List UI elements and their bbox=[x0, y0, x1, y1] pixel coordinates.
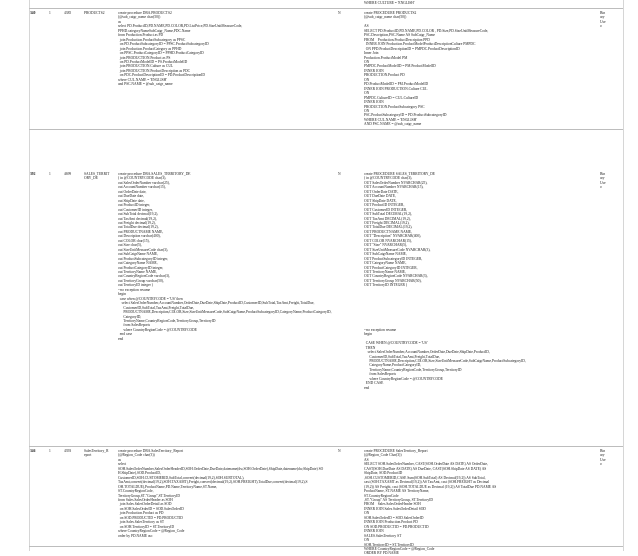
sql-line: ON bbox=[364, 108, 370, 113]
procedure-name: SalesTerritory_R eport bbox=[84, 449, 109, 458]
sql-line: ON bbox=[364, 59, 370, 64]
sql-line: join PRODUCTION.ProductDescription as PDC bbox=[118, 68, 191, 73]
status-line: Use bbox=[600, 19, 606, 24]
sql-line: out Description varchar(400), bbox=[118, 234, 161, 239]
sql-line: TerritoryName,CountryRegionCode,TerritoryGroup,TerritoryID bbox=[118, 318, 216, 323]
sql-line: OUT TerritoryID INTEGER ) bbox=[364, 283, 408, 288]
sql-line: on PD.ProductModelID = PS.ProductModelID bbox=[118, 59, 188, 64]
sql-line: OH.TOTALDUE),ProductName,PD.Name,TerritoryName,ST.Name, bbox=[118, 484, 218, 489]
status-line: Bin bbox=[600, 11, 606, 15]
sql-line: OUT AccountNumber NVARCHAR(15), bbox=[364, 185, 424, 190]
sql-line: out SubTotal decimal(19,2), bbox=[118, 212, 159, 217]
sql-line: OUT SubTotal DECIMAL(19,2), bbox=[364, 212, 412, 217]
sql-line: CategoryName,ProductCategoryID, bbox=[364, 363, 422, 368]
sql-line: END CASE bbox=[364, 381, 384, 386]
sql-line: THEN bbox=[364, 345, 376, 350]
status-column bbox=[600, 449, 620, 467]
flag: N bbox=[338, 449, 341, 453]
sql-line: ( in @COUNTRYCODE char(3), bbox=[118, 176, 167, 181]
sql-line: out SalesOrderNumber varchar(25), bbox=[118, 180, 170, 185]
sql-line: (19,2)) AS Freight, cast (SOH.TOTALDUE as Decimal (19,2)) AS TotalDue PD.NAME AS bbox=[364, 484, 497, 489]
sql-line: on SOH.SalesOrderID = SOD.SalesOrderID bbox=[118, 506, 184, 511]
row-divider bbox=[29, 546, 623, 547]
sql-line: select bbox=[118, 462, 127, 467]
sql-line: on PPSC.ProductCategoryID = PPHD.ProductCategoryID bbox=[118, 51, 204, 56]
sql-line: out CategoryName NAME, bbox=[118, 261, 158, 266]
sql-line: end case bbox=[118, 332, 133, 337]
sql-line: begin bbox=[118, 292, 126, 297]
sql-line: out AccountNumber varchar(15), bbox=[118, 185, 166, 190]
sql-line: out COLOR char(15), bbox=[118, 238, 150, 243]
sql-line: PSC.ProductSubcategoryID = PD.ProductSubcategoryID bbox=[364, 113, 447, 118]
sql-line: from SalesReports bbox=[364, 372, 397, 377]
sql-line: select SalesOrderNumber,AccountNumber,OrderDate,DueDate,ShipDate,ProductID, bbox=[364, 350, 490, 355]
sql-line: ,SOH.CUSTOMERID,CASE Sum(SOH.SubTotal) AS Decimal(19,2)) AS SubTotal, bbox=[364, 475, 486, 480]
sql-line: out TerritoryName NAME, bbox=[118, 269, 158, 274]
sql-line: ON bbox=[364, 91, 370, 96]
sql-line: CategoryID, bbox=[118, 314, 142, 319]
sql-line: INNER JOIN bbox=[364, 68, 384, 73]
sql-line: Production.ProductModel PM bbox=[364, 55, 408, 60]
sql-line: WHERE CULTURE = 'ENGLISH' bbox=[364, 1, 415, 5]
sql-line: OUT ProductSubcategoryID INTEGER, bbox=[364, 256, 423, 261]
sql-line: OUT "Size" NVARCHAR(5), bbox=[364, 243, 408, 248]
sql-line: ON bbox=[364, 77, 370, 82]
sql-line: (@Region_Code char(3)) bbox=[118, 453, 155, 458]
sql-source-column bbox=[118, 449, 358, 538]
sql-line: INNER JOIN Sales.SalesOrderDetail SOD bbox=[364, 506, 426, 511]
sql-line: ST.CountryRegionCode bbox=[364, 493, 399, 498]
status-line: Bin bbox=[600, 172, 606, 176]
sql-line: create PROCEDURE SalesTerritory_Report bbox=[364, 449, 428, 453]
sql-line: out TerritoryGroup varchar(50), bbox=[118, 278, 164, 283]
sql-line: TerritoryName,CountryRegionCode,TerritoryGroup,TerritoryID bbox=[364, 367, 462, 372]
sql-line: SOH.SalesOrderID = SOD.SalesOrderID bbox=[364, 515, 424, 520]
sql-line: join PRODUCTION.Product as PS bbox=[118, 55, 171, 60]
sql-line: create procedure DBA.PRODUCTS2 bbox=[118, 11, 172, 15]
sql-line: out DueDate date, bbox=[118, 194, 145, 199]
sql-target-column bbox=[364, 172, 596, 390]
sql-line: out OrderDate date, bbox=[118, 189, 147, 194]
sql-line: --no exception resume bbox=[118, 287, 151, 292]
sql-source-column bbox=[118, 172, 358, 341]
sql-line: ,ST."Group" AS TerritoryGroup, ST.TerritoryID bbox=[364, 497, 434, 502]
sql-line: PRODUCTION.ProductSubcategory PSC bbox=[364, 104, 425, 109]
sql-line: INNER JOIN bbox=[364, 529, 384, 534]
sql-line: end bbox=[364, 385, 370, 390]
sql-line: PMPDC.ProductModelID = PM.ProductModelID bbox=[364, 64, 436, 69]
sql-line: out TotalDue decimal(19,2), bbox=[118, 225, 159, 230]
sql-line: out CustomerID integer, bbox=[118, 207, 153, 212]
sql-line: where CountryRegionCode = @COUNTRYCODE bbox=[118, 327, 197, 332]
sql-target-column bbox=[364, 11, 596, 127]
object-id: 4385 bbox=[64, 11, 72, 15]
sql-line: SOH.TerritoryID = ST.TerritoryID bbox=[364, 542, 414, 547]
sql-line: OUT SalesOrderNumber NVARCHAR(25), bbox=[364, 180, 428, 185]
sql-line: OUT OrderDate DATE, bbox=[364, 189, 399, 194]
sql-line: out ProductSubcategoryID integer, bbox=[118, 256, 169, 261]
sql-line: cast (SOH.TAXAMT as Decimal(19,2)) AS TaxAmt, cast (SOH.FREIGHT as Decimal bbox=[364, 480, 490, 485]
sql-line: order by PD.NAME asc bbox=[118, 533, 153, 538]
sql-line: join PRODUCTION.Culture as CUL bbox=[118, 64, 174, 69]
sql-source-column bbox=[118, 11, 358, 87]
sql-line: ProductName, ST.NAME AS TerritoryName, bbox=[364, 489, 430, 494]
sql-line: from Sales.SalesOrderHeader as SOH bbox=[118, 497, 173, 502]
sql-line: out CountryRegionCode varchar(3), bbox=[118, 274, 170, 279]
sql-line: out ProductID integer, bbox=[118, 203, 151, 208]
sql-line: CASE WHEN @COUNTRYCODE = 'US' bbox=[364, 341, 428, 346]
sql-line: ON PPD.ProductDescriptionID = PMPDC.ProductDescriptionID bbox=[364, 46, 460, 51]
sql-line: PRODUCTNAME,Description,COLOR,Size,SizeUnitMeasureCode,SubCatgrName,ProductSubcategoryID, bbox=[364, 359, 526, 364]
sql-line: end bbox=[118, 336, 124, 341]
sql-line: create procedure DBA.SalesTerritory_Report bbox=[118, 449, 184, 453]
sql-line: where CUL.NAME = 'ENGLISH' bbox=[118, 77, 167, 82]
sql-line: OUT ProductCategoryID INTEGER, bbox=[364, 265, 418, 270]
sql-line: OUT TaxAmt DECIMAL(19,2), bbox=[364, 216, 411, 221]
sql-line: join Sales.SalesTerritory as ST bbox=[118, 520, 165, 525]
sql-line: OUT Freight DECIMAL(19,2), bbox=[364, 220, 410, 225]
sql-line: INNER JOIN bbox=[364, 100, 384, 105]
sql-line: as bbox=[118, 457, 121, 462]
row-divider bbox=[29, 8, 623, 9]
sql-line: OUT SizeUnitMeasureCode NVARCHAR(3), bbox=[364, 247, 431, 252]
sql-line: ON bbox=[364, 538, 370, 543]
sql-line: ST.CountryRegionCode, bbox=[118, 489, 154, 494]
status-line: ary bbox=[600, 453, 605, 458]
sql-line: AS bbox=[364, 24, 369, 29]
sql-line: OUT CustomerID INTEGER, bbox=[364, 207, 408, 212]
sql-line: from SalesReports bbox=[118, 323, 151, 328]
sql-line: OUT PRODUCTNAME NAME, bbox=[364, 229, 412, 234]
sql-line: on PDC.ProductDescriptionID = PD.ProductDescriptionID bbox=[118, 73, 205, 78]
sql-line: from Production.Product as PD bbox=[118, 33, 164, 38]
status-column bbox=[600, 172, 620, 190]
sql-line: out ProductCategoryID integer, bbox=[118, 265, 164, 270]
sql-line: OUT ProductID INTEGER, bbox=[364, 203, 405, 208]
status-line: ary bbox=[600, 176, 605, 181]
flag: N bbox=[338, 11, 341, 15]
sql-line: ShipDate, SOD.ProductID bbox=[364, 471, 403, 476]
sql-line: out Size char(5), bbox=[118, 243, 142, 248]
sql-line: where CountryRegionCode = @Region_Code bbox=[118, 529, 185, 534]
sql-line: INNER JOIN Production.Product PD bbox=[364, 520, 418, 525]
sql-line: PSC.Description,PSC.Name AS SubCatgr_Name bbox=[364, 33, 435, 38]
sql-line: out SubCatgrName NAME, bbox=[118, 252, 159, 257]
status-line: o bbox=[600, 24, 602, 29]
sql-line: on SOH.TerritoryID = ST.TerritoryID bbox=[118, 524, 175, 529]
sql-line: PPHD.categoryNameSubCatgr_Name,PDC.Name bbox=[118, 28, 191, 33]
row-id: 392 bbox=[30, 172, 36, 176]
sql-line: CustomerID,SOH.CUSTOMERID,SubTotal,convert(decimal(19,2),SOH.SUBTOTAL), bbox=[118, 475, 245, 480]
sql-line: create PROCEDURE PRODUCTS2 bbox=[364, 11, 417, 15]
sql-line: OUT COLOR NVARCHAR(15), bbox=[364, 238, 412, 243]
sql-line: --no exception resume bbox=[364, 327, 397, 332]
sql-line: where CountryRegionCode = @COUNTRYCODE bbox=[364, 376, 443, 381]
procedure-name: PRODUCTS2 bbox=[84, 11, 105, 15]
sql-line: OUT CategoryName NAME, bbox=[364, 261, 407, 266]
sql-line: on PD.ProductSubcategoryID = PPSC.ProductSubcategoryID bbox=[118, 42, 209, 47]
sql-line: WHERE CountryRegionCode = @Region_Code bbox=[364, 546, 435, 551]
status-line: ary bbox=[600, 15, 605, 20]
sql-line: WHERE CUL.NAME = 'ENGLISH' bbox=[364, 117, 417, 122]
sql-line: out SizeUnitMeasureCode char(3), bbox=[118, 247, 169, 252]
status-line: Bin bbox=[600, 449, 606, 453]
sql-line: PMPDC.CultureID = CUL.CultureID bbox=[364, 95, 419, 100]
status-line: o bbox=[600, 462, 602, 467]
sql-line: OUT CountryRegionCode NVARCHAR(3), bbox=[364, 274, 428, 279]
sql-line: out PRODUCTNAME NAME, bbox=[118, 229, 164, 234]
row-divider bbox=[29, 446, 623, 447]
object-id: 4393 bbox=[64, 449, 72, 453]
sql-line: begin bbox=[364, 332, 372, 337]
sql-target-column bbox=[364, 449, 596, 556]
sql-line: out TerritoryID integer ) bbox=[118, 283, 153, 288]
status-line: Use bbox=[600, 180, 606, 185]
sql-line: join Sales.SalesOrderDetail as SOD bbox=[118, 502, 172, 507]
sql-line: out Freight decimal(19,2), bbox=[118, 220, 156, 225]
sql-line: ORDER BY PD.NAME bbox=[364, 551, 399, 556]
sql-line: FROM Sales.SalesOrderHeader SOH bbox=[364, 502, 421, 507]
sql-line: ON SOD.PRODUCTID = PD.PRODUCTID bbox=[364, 524, 429, 529]
sql-line: OUT DueDate DATE, bbox=[364, 194, 396, 199]
procedure-name: SALES_TERRIT ORY_DE bbox=[84, 172, 110, 181]
row-id: 346 bbox=[30, 449, 36, 453]
row-number: 1 bbox=[49, 11, 51, 15]
sql-line: out ShipDate date, bbox=[118, 198, 145, 203]
sql-line: INNER JOIN Production.ProductModelProductDescriptionCulture PMPDC bbox=[364, 42, 476, 47]
sql-line: TerritoryGroup,ST."Group",ST.TerritoryID bbox=[118, 493, 180, 498]
table-border-right bbox=[623, 0, 624, 551]
sql-line: out TaxAmt decimal(19,2), bbox=[118, 216, 158, 221]
sql-line: CAST(SOH.DueDate AS DATE) AS DueDate, CAST(SOH.ShipDate AS DATE) AS bbox=[364, 466, 487, 471]
sql-line: CustomerID,SubTotal,TaxAmt,Freight,TotalDue, bbox=[364, 354, 441, 359]
sql-line: Inner Join bbox=[364, 51, 379, 56]
sql-line: ( in @COUNTRYCODE char(3), bbox=[364, 176, 413, 181]
sql-line: FROM Production.ProductDescription PPD bbox=[364, 37, 430, 42]
sql-line: SELECT PD.ProductID,PD.NAME,PD.COLOR , PD.Size,PD.SizeUnitMeasureCode, bbox=[364, 28, 489, 33]
row-number: 1 bbox=[49, 449, 51, 453]
sql-line: PRODUCTNAME,Description,COLOR,Size,SizeUnitMeasureCode,SubCatgrName,ProductSubcategoryID,CategoryName,ProductCategoryID, bbox=[118, 310, 332, 315]
sql-line: AS bbox=[364, 457, 369, 462]
sql-line: SALES.SalesTerritory ST bbox=[364, 533, 402, 538]
row-number: 1 bbox=[49, 172, 51, 176]
sql-line: join Production.ProductSubcategory as PPSC bbox=[118, 37, 186, 42]
table-border-left bbox=[29, 0, 30, 551]
sql-line: INNER JOIN PRODUCTION.Culture CUL bbox=[364, 86, 428, 91]
status-column bbox=[600, 11, 620, 29]
sql-line: SELECT SOH.SalesOrderNumber, CAST(SOH.OrderDate AS DATE) AS OrderDate, bbox=[364, 462, 488, 467]
sql-line: PD.ProductModelID = PM.ProductModelID bbox=[364, 82, 429, 87]
sql-line: select SalesOrderNumber,AccountNumber,OrderDate,DueDate,ShipDate,ProductID,CustomerID,SubTotal,TaxAmt,Freight,TotalDue, bbox=[118, 301, 315, 306]
status-line: o bbox=[600, 185, 602, 190]
sql-line: (@sub_catgr_name char(50)) bbox=[364, 15, 407, 20]
flag: N bbox=[338, 172, 341, 176]
row-id: 340 bbox=[30, 11, 36, 15]
sql-line: (@sub_catgr_name char(50)) bbox=[118, 15, 161, 20]
sql-line: OUT TerritoryGroup NVARCHAR(50), bbox=[364, 278, 422, 283]
sql-line: AND PSC.NAME = @sub_catgr_name bbox=[364, 122, 422, 127]
sql-line: case when @COUNTRYCODE = 'US' then bbox=[118, 296, 183, 301]
sql-line: create PROCEDURE SALES_TERRITORY_DE bbox=[364, 172, 436, 176]
sql-line: H.ShipDate),SOD.ProductID, bbox=[118, 471, 161, 476]
sql-line: (@Region_Code Char(3)) bbox=[364, 453, 402, 458]
sql-line: join Production.ProductCategory as PPHD bbox=[118, 46, 182, 51]
sql-line: as bbox=[118, 19, 121, 24]
status-line: Use bbox=[600, 457, 606, 462]
sql-line: OUT TotalDue DECIMAL(19,2), bbox=[364, 225, 413, 230]
sql-line: OUT TerritoryName NAME, bbox=[364, 269, 406, 274]
sql-line: OUT SubCatgrName NAME, bbox=[364, 252, 407, 257]
sql-line: create procedure DBA.SALES_TERRITORY_DE bbox=[118, 172, 191, 176]
sql-line: and PSC.NAME = @sub_catgr_name bbox=[118, 82, 173, 87]
sql-line: CustomerID,SubTotal,TaxAmt,Freight,TotalDue, bbox=[118, 305, 195, 310]
sql-line: on SOD.PRODUCTID = PD.PRODUCTID bbox=[118, 515, 183, 520]
prelude-sql-column2 bbox=[364, 1, 614, 5]
sql-line: select PD.ProductID,PD.NAME,PD.COLOR,PD.ListPrice,PD.SizeUnitMeasureCode, bbox=[118, 24, 243, 29]
sql-line: OUT ShipDate DATE, bbox=[364, 198, 397, 203]
sql-line: PRODUCTION.Product PD bbox=[364, 73, 405, 78]
sql-line: ON bbox=[364, 511, 370, 516]
sql-line: join Production.Product as PD bbox=[118, 511, 164, 516]
sql-line: OUT "Description" NVARCHAR(400), bbox=[364, 234, 422, 239]
sql-line: SOH.SalesOrderNumber,SalesOrderHeaderID,SOH.OrderDate,DueDate,datename(dw,SOH.OrderDate),ShipDate,datename(dw,ShipDate) SO bbox=[118, 466, 324, 471]
object-id: 4699 bbox=[64, 172, 72, 176]
row-divider bbox=[29, 129, 623, 130]
sql-line: TaxAmt,convert(decimal(19,2),SOH.TAXAMT),Freight,convert(decimal(19,2),SOH.FREIGHT),TotalDue,convert(decimal(19,2),S bbox=[118, 480, 308, 485]
